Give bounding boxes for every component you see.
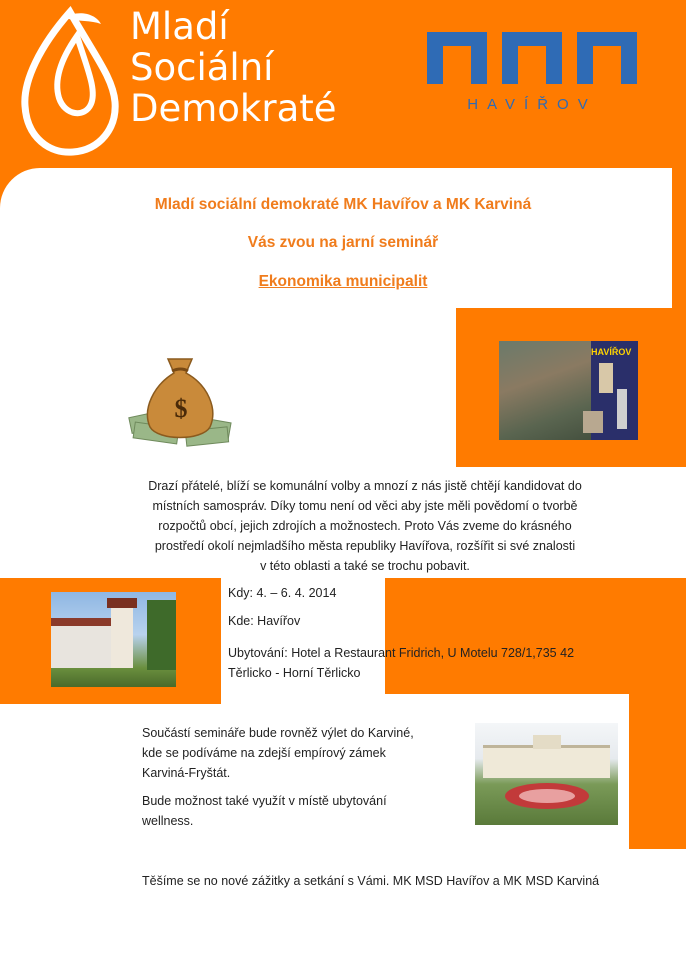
logo-line-2: Sociální xyxy=(130,46,274,89)
trip-line: Součástí semináře bude rovněž výlet do Karviné, xyxy=(142,726,414,740)
intro-paragraph xyxy=(130,476,600,576)
hotel-photo xyxy=(51,592,176,687)
lodging-line: Ubytování: Hotel a Restaurant Fridrich, U Motelu 728/1,735 42 xyxy=(228,646,575,660)
intro-line: rozpočtů obcí, jejich zdrojích a možnostech. Proto Vás zveme do krásného xyxy=(158,519,572,533)
intro-line: v této oblasti a také se trochu pobavit. xyxy=(260,559,470,573)
invitation-subtitle: Vás zvou na jarní seminář xyxy=(247,234,439,251)
party-logo-text xyxy=(130,6,337,129)
intro-line: místních samospráv. Díky tomu není od věci aby jste měli povědomí o tvorbě xyxy=(152,499,578,513)
trip-line: kde se podíváme na zdejší empírový zámek xyxy=(142,746,386,760)
logo-line-1: Mladí xyxy=(130,5,229,48)
castle-photo xyxy=(475,723,618,825)
event-place: Kde: Havířov xyxy=(228,614,301,628)
orange-block-castle-2 xyxy=(629,694,686,849)
trip-line: Karviná-Fryštát. xyxy=(142,766,231,780)
money-bag-icon xyxy=(128,355,234,449)
seminar-topic: Ekonomika municipalit xyxy=(258,273,428,290)
svg-text:$: $ xyxy=(174,394,188,423)
logo-line-3: Demokraté xyxy=(130,87,337,130)
event-date: Kdy: 4. – 6. 4. 2014 xyxy=(228,586,337,600)
event-lodging xyxy=(228,643,574,683)
wellness-paragraph xyxy=(142,791,387,831)
invitation-title: Mladí sociální demokraté MK Havířov a MK Karviná xyxy=(154,196,532,213)
closing-text: Těšíme se no nové zážitky a setkání s Vámi. MK MSD Havířov a MK MSD Karviná xyxy=(142,874,600,888)
havirov-aerial-photo xyxy=(499,341,638,440)
wellness-line: Bude možnost také využít v místě ubytování xyxy=(142,794,387,808)
wellness-line: wellness. xyxy=(142,814,194,828)
havirov-logo-name: HAVÍŘOV xyxy=(467,96,597,113)
havirov-logo-icon xyxy=(427,32,637,84)
havirov-photo-label: HAVÍŘOV xyxy=(591,347,632,357)
intro-line: prostředí okolí nejmladšího města republiky Havířova, rozšířit si své znalosti xyxy=(154,539,576,553)
party-logo-icon xyxy=(15,6,125,158)
intro-line: Drazí přátelé, blíží se komunální volby a mnozí z nás jistě chtějí kandidovat do xyxy=(148,479,582,493)
trip-paragraph xyxy=(142,723,414,783)
lodging-line: Těrlicko - Horní Těrlicko xyxy=(228,666,361,680)
